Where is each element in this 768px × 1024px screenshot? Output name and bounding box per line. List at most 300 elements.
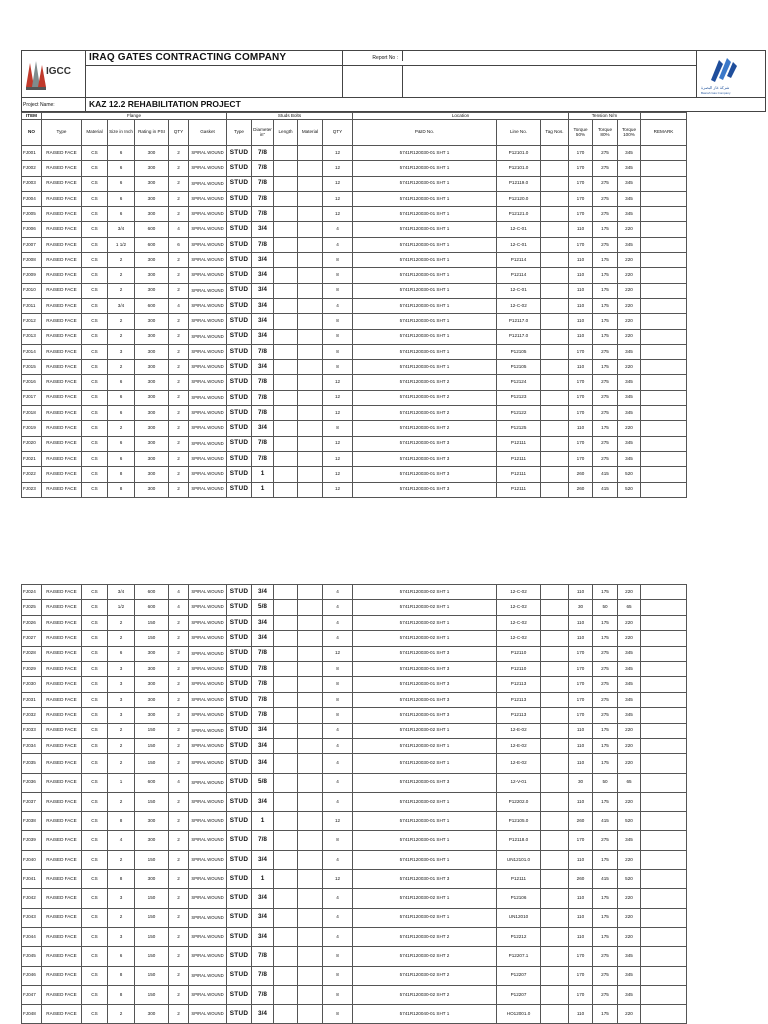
cell-line: P12124 bbox=[497, 375, 541, 390]
cell-rating: 300 bbox=[135, 646, 169, 661]
cell-torque-50: 110 bbox=[569, 421, 593, 436]
cell-torque-100: 345 bbox=[618, 677, 641, 692]
cell-tag bbox=[541, 406, 569, 421]
cell-type: RAISED FACE bbox=[42, 375, 82, 390]
cell-stud-qty: 4 bbox=[323, 222, 353, 237]
cell-material: CS bbox=[82, 908, 108, 927]
cell-type: RAISED FACE bbox=[42, 436, 82, 451]
cell-stud-qty: 12 bbox=[323, 406, 353, 421]
cell-qty: 2 bbox=[169, 421, 189, 436]
cell-no: FJ003 bbox=[22, 176, 42, 191]
cell-size: 8 bbox=[108, 482, 135, 497]
cell-material: CS bbox=[82, 889, 108, 908]
cell-material: CS bbox=[82, 253, 108, 268]
cell-no: FJ039 bbox=[22, 831, 42, 850]
cell-stud-qty: 8 bbox=[323, 831, 353, 850]
cell-torque-100: 345 bbox=[618, 176, 641, 191]
cell-diameter: 7/8 bbox=[252, 344, 274, 359]
cell-stud-qty: 8 bbox=[323, 985, 353, 1004]
cell-remark bbox=[641, 947, 687, 966]
cell-pid: 5741R120030-02 SHT 1 bbox=[353, 738, 497, 753]
cell-stud-material bbox=[298, 615, 323, 630]
cell-stud-material bbox=[298, 1005, 323, 1024]
cell-torque-50: 170 bbox=[569, 237, 593, 252]
cell-qty: 2 bbox=[169, 692, 189, 707]
cell-torque-80: 175 bbox=[593, 927, 618, 946]
col-group-tension: Tension N/m bbox=[569, 113, 641, 120]
table-row bbox=[22, 870, 687, 889]
cell-tag bbox=[541, 451, 569, 466]
cell-no: FJ007 bbox=[22, 237, 42, 252]
cell-tag bbox=[541, 298, 569, 313]
cell-type: RAISED FACE bbox=[42, 146, 82, 161]
cell-torque-100: 220 bbox=[618, 268, 641, 283]
cell-line: 12-E-02 bbox=[497, 754, 541, 773]
cell-type: RAISED FACE bbox=[42, 754, 82, 773]
cell-length bbox=[274, 708, 298, 723]
cell-size: 1 bbox=[108, 773, 135, 792]
cell-tag bbox=[541, 360, 569, 375]
col-material: Material bbox=[82, 120, 108, 146]
cell-line: P12121.0 bbox=[497, 207, 541, 222]
cell-type: RAISED FACE bbox=[42, 947, 82, 966]
cell-tag bbox=[541, 738, 569, 753]
cell-length bbox=[274, 451, 298, 466]
cell-stud-type: STUD bbox=[227, 207, 252, 222]
cell-torque-80: 175 bbox=[593, 738, 618, 753]
cell-torque-80: 275 bbox=[593, 661, 618, 676]
cell-material: CS bbox=[82, 421, 108, 436]
cell-tag bbox=[541, 421, 569, 436]
cell-rating: 300 bbox=[135, 146, 169, 161]
cell-gasket: SPIRAL WOUND bbox=[189, 222, 227, 237]
cell-tag bbox=[541, 792, 569, 811]
cell-length bbox=[274, 482, 298, 497]
cell-torque-50: 110 bbox=[569, 283, 593, 298]
cell-remark bbox=[641, 390, 687, 405]
cell-size: 3 bbox=[108, 677, 135, 692]
cell-torque-50: 110 bbox=[569, 1005, 593, 1024]
cell-remark bbox=[641, 191, 687, 206]
cell-remark bbox=[641, 146, 687, 161]
cell-diameter: 3/4 bbox=[252, 615, 274, 630]
cell-tag bbox=[541, 831, 569, 850]
cell-remark bbox=[641, 870, 687, 889]
cell-stud-type: STUD bbox=[227, 585, 252, 600]
cell-remark bbox=[641, 773, 687, 792]
cell-pid: 5741R120030-01 SHT 1 bbox=[353, 298, 497, 313]
cell-stud-qty: 12 bbox=[323, 812, 353, 831]
cell-type: RAISED FACE bbox=[42, 850, 82, 869]
cell-no: FJ030 bbox=[22, 677, 42, 692]
cell-rating: 150 bbox=[135, 754, 169, 773]
cell-type: RAISED FACE bbox=[42, 966, 82, 985]
cell-no: FJ011 bbox=[22, 298, 42, 313]
cell-size: 1/2 bbox=[108, 600, 135, 615]
cell-qty: 2 bbox=[169, 1005, 189, 1024]
cell-stud-type: STUD bbox=[227, 360, 252, 375]
cell-qty: 2 bbox=[169, 314, 189, 329]
cell-torque-50: 30 bbox=[569, 600, 593, 615]
cell-size: 3/4 bbox=[108, 222, 135, 237]
igcc-logo bbox=[22, 51, 86, 97]
cell-tag bbox=[541, 390, 569, 405]
cell-torque-100: 220 bbox=[618, 585, 641, 600]
cell-rating: 150 bbox=[135, 615, 169, 630]
cell-stud-qty: 4 bbox=[323, 889, 353, 908]
cell-tag bbox=[541, 870, 569, 889]
cell-stud-material bbox=[298, 677, 323, 692]
cell-size: 2 bbox=[108, 615, 135, 630]
cell-qty: 2 bbox=[169, 631, 189, 646]
cell-qty: 2 bbox=[169, 927, 189, 946]
cell-tag bbox=[541, 615, 569, 630]
cell-gasket: SPIRAL WOUND bbox=[189, 283, 227, 298]
cell-remark bbox=[641, 283, 687, 298]
cell-stud-type: STUD bbox=[227, 927, 252, 946]
cell-torque-50: 110 bbox=[569, 222, 593, 237]
cell-stud-material bbox=[298, 631, 323, 646]
cell-stud-material bbox=[298, 754, 323, 773]
cell-size: 2 bbox=[108, 738, 135, 753]
cell-material: CS bbox=[82, 850, 108, 869]
cell-no: FJ021 bbox=[22, 451, 42, 466]
cell-remark bbox=[641, 661, 687, 676]
cell-qty: 4 bbox=[169, 600, 189, 615]
cell-size: 2 bbox=[108, 253, 135, 268]
cell-tag bbox=[541, 850, 569, 869]
cell-torque-100: 520 bbox=[618, 467, 641, 482]
cell-gasket: SPIRAL WOUND bbox=[189, 467, 227, 482]
cell-diameter: 7/8 bbox=[252, 677, 274, 692]
cell-torque-80: 175 bbox=[593, 421, 618, 436]
cell-line: P12113 bbox=[497, 708, 541, 723]
cell-stud-qty: 8 bbox=[323, 708, 353, 723]
cell-size: 6 bbox=[108, 207, 135, 222]
cell-rating: 150 bbox=[135, 908, 169, 927]
table-row bbox=[22, 850, 687, 869]
cell-torque-100: 345 bbox=[618, 344, 641, 359]
cell-line: 12-C-01 bbox=[497, 237, 541, 252]
cell-diameter: 7/8 bbox=[252, 176, 274, 191]
cell-torque-80: 275 bbox=[593, 947, 618, 966]
cell-tag bbox=[541, 237, 569, 252]
cell-torque-50: 110 bbox=[569, 723, 593, 738]
table-row bbox=[22, 985, 687, 1004]
cell-length bbox=[274, 467, 298, 482]
cell-type: RAISED FACE bbox=[42, 738, 82, 753]
cell-type: RAISED FACE bbox=[42, 985, 82, 1004]
cell-stud-material bbox=[298, 985, 323, 1004]
cell-line: P12114 bbox=[497, 253, 541, 268]
cell-diameter: 7/8 bbox=[252, 237, 274, 252]
cell-remark bbox=[641, 754, 687, 773]
cell-torque-100: 345 bbox=[618, 146, 641, 161]
cell-tag bbox=[541, 375, 569, 390]
cell-size: 3 bbox=[108, 661, 135, 676]
cell-line: 12-C-02 bbox=[497, 585, 541, 600]
cell-type: RAISED FACE bbox=[42, 451, 82, 466]
cell-torque-100: 345 bbox=[618, 161, 641, 176]
cell-pid: 5741R120030-01 SHT 1 bbox=[353, 344, 497, 359]
col-size: Size in Inch bbox=[108, 120, 135, 146]
table-row bbox=[22, 585, 687, 600]
cell-stud-qty: 12 bbox=[323, 451, 353, 466]
cell-torque-50: 170 bbox=[569, 661, 593, 676]
cell-type: RAISED FACE bbox=[42, 237, 82, 252]
cell-material: CS bbox=[82, 677, 108, 692]
cell-gasket: SPIRAL WOUND bbox=[189, 889, 227, 908]
cell-line: P12117.0 bbox=[497, 314, 541, 329]
cell-length bbox=[274, 831, 298, 850]
cell-stud-qty: 8 bbox=[323, 947, 353, 966]
cell-torque-80: 50 bbox=[593, 773, 618, 792]
table-row bbox=[22, 708, 687, 723]
cell-torque-50: 110 bbox=[569, 631, 593, 646]
cell-stud-qty: 12 bbox=[323, 390, 353, 405]
cell-stud-material bbox=[298, 723, 323, 738]
cell-material: CS bbox=[82, 812, 108, 831]
cell-no: FJ026 bbox=[22, 615, 42, 630]
cell-torque-50: 170 bbox=[569, 207, 593, 222]
cell-stud-material bbox=[298, 360, 323, 375]
cell-stud-material bbox=[298, 927, 323, 946]
cell-rating: 600 bbox=[135, 222, 169, 237]
cell-torque-50: 110 bbox=[569, 889, 593, 908]
cell-stud-type: STUD bbox=[227, 161, 252, 176]
flange-joint-table-page-1 bbox=[21, 112, 687, 498]
cell-diameter: 7/8 bbox=[252, 406, 274, 421]
cell-stud-qty: 4 bbox=[323, 631, 353, 646]
cell-torque-100: 345 bbox=[618, 207, 641, 222]
cell-tag bbox=[541, 1005, 569, 1024]
cell-torque-100: 65 bbox=[618, 600, 641, 615]
cell-size: 8 bbox=[108, 467, 135, 482]
table-row bbox=[22, 253, 687, 268]
cell-rating: 150 bbox=[135, 889, 169, 908]
cell-tag bbox=[541, 677, 569, 692]
cell-torque-80: 175 bbox=[593, 631, 618, 646]
cell-stud-type: STUD bbox=[227, 344, 252, 359]
cell-no: FJ027 bbox=[22, 631, 42, 646]
cell-torque-100: 345 bbox=[618, 191, 641, 206]
cell-torque-80: 175 bbox=[593, 792, 618, 811]
cell-line: 12-E-02 bbox=[497, 723, 541, 738]
cell-rating: 300 bbox=[135, 161, 169, 176]
cell-no: FJ045 bbox=[22, 947, 42, 966]
cell-size: 3/4 bbox=[108, 298, 135, 313]
cell-type: RAISED FACE bbox=[42, 283, 82, 298]
cell-tag bbox=[541, 436, 569, 451]
cell-type: RAISED FACE bbox=[42, 482, 82, 497]
cell-gasket: SPIRAL WOUND bbox=[189, 207, 227, 222]
cell-no: FJ048 bbox=[22, 1005, 42, 1024]
cell-line: P12105 bbox=[497, 360, 541, 375]
cell-rating: 600 bbox=[135, 298, 169, 313]
cell-stud-qty: 4 bbox=[323, 773, 353, 792]
cell-length bbox=[274, 870, 298, 889]
cell-type: RAISED FACE bbox=[42, 176, 82, 191]
cell-remark bbox=[641, 792, 687, 811]
cell-material: CS bbox=[82, 754, 108, 773]
cell-tag bbox=[541, 600, 569, 615]
cell-stud-qty: 12 bbox=[323, 146, 353, 161]
cell-rating: 300 bbox=[135, 390, 169, 405]
cell-qty: 4 bbox=[169, 585, 189, 600]
cell-torque-100: 220 bbox=[618, 253, 641, 268]
cell-rating: 600 bbox=[135, 600, 169, 615]
cell-remark bbox=[641, 600, 687, 615]
cell-tag bbox=[541, 329, 569, 344]
cell-length bbox=[274, 631, 298, 646]
col-stud-qty: QTY bbox=[323, 120, 353, 146]
cell-length bbox=[274, 207, 298, 222]
cell-pid: 5741R120030-01 SHT 3 bbox=[353, 773, 497, 792]
cell-diameter: 3/4 bbox=[252, 314, 274, 329]
col-stud-material: Material bbox=[298, 120, 323, 146]
cell-pid: 5741R120030-01 SHT 1 bbox=[353, 146, 497, 161]
cell-rating: 300 bbox=[135, 661, 169, 676]
table-row bbox=[22, 298, 687, 313]
cell-material: CS bbox=[82, 344, 108, 359]
cell-stud-qty: 8 bbox=[323, 692, 353, 707]
cell-gasket: SPIRAL WOUND bbox=[189, 390, 227, 405]
brand-name-en: Basrah Gas Company bbox=[701, 91, 731, 95]
cell-torque-50: 110 bbox=[569, 268, 593, 283]
cell-no: FJ005 bbox=[22, 207, 42, 222]
cell-torque-80: 175 bbox=[593, 360, 618, 375]
cell-torque-100: 345 bbox=[618, 661, 641, 676]
cell-gasket: SPIRAL WOUND bbox=[189, 966, 227, 985]
cell-stud-qty: 8 bbox=[323, 661, 353, 676]
cell-qty: 6 bbox=[169, 237, 189, 252]
cell-material: CS bbox=[82, 985, 108, 1004]
cell-line: P12111 bbox=[497, 870, 541, 889]
cell-qty: 2 bbox=[169, 467, 189, 482]
cell-tag bbox=[541, 585, 569, 600]
cell-stud-type: STUD bbox=[227, 237, 252, 252]
cell-stud-type: STUD bbox=[227, 222, 252, 237]
cell-gasket: SPIRAL WOUND bbox=[189, 927, 227, 946]
cell-line: UN12010 bbox=[497, 908, 541, 927]
cell-pid: 5741R120030-01 SHT 1 bbox=[353, 237, 497, 252]
cell-torque-50: 170 bbox=[569, 966, 593, 985]
cell-torque-100: 345 bbox=[618, 375, 641, 390]
cell-line: 12-C-01 bbox=[497, 283, 541, 298]
cell-rating: 150 bbox=[135, 738, 169, 753]
cell-tag bbox=[541, 222, 569, 237]
col-tag: Tag Nos. bbox=[541, 120, 569, 146]
basrah-gas-logo bbox=[697, 51, 765, 97]
cell-stud-qty: 12 bbox=[323, 646, 353, 661]
cell-size: 1 1/2 bbox=[108, 237, 135, 252]
cell-torque-50: 110 bbox=[569, 615, 593, 630]
cell-pid: 5741R120030-01 SHT 2 bbox=[353, 390, 497, 405]
cell-torque-50: 260 bbox=[569, 812, 593, 831]
table-row bbox=[22, 360, 687, 375]
cell-line: P12207 bbox=[497, 966, 541, 985]
cell-length bbox=[274, 360, 298, 375]
cell-pid: 5741R120030-01 SHT 1 bbox=[353, 812, 497, 831]
table-row bbox=[22, 191, 687, 206]
cell-stud-material bbox=[298, 870, 323, 889]
cell-torque-100: 345 bbox=[618, 237, 641, 252]
cell-stud-material bbox=[298, 344, 323, 359]
cell-tag bbox=[541, 467, 569, 482]
cell-diameter: 7/8 bbox=[252, 708, 274, 723]
cell-diameter: 7/8 bbox=[252, 947, 274, 966]
cell-diameter: 7/8 bbox=[252, 436, 274, 451]
cell-pid: 5741R120030-02 SHT 1 bbox=[353, 631, 497, 646]
cell-qty: 2 bbox=[169, 966, 189, 985]
cell-stud-type: STUD bbox=[227, 661, 252, 676]
cell-stud-qty: 4 bbox=[323, 723, 353, 738]
cell-gasket: SPIRAL WOUND bbox=[189, 723, 227, 738]
cell-size: 2 bbox=[108, 1005, 135, 1024]
cell-rating: 300 bbox=[135, 421, 169, 436]
cell-diameter: 7/8 bbox=[252, 985, 274, 1004]
cell-torque-80: 175 bbox=[593, 889, 618, 908]
cell-diameter: 3/4 bbox=[252, 222, 274, 237]
cell-no: FJ019 bbox=[22, 421, 42, 436]
cell-stud-material bbox=[298, 298, 323, 313]
cell-length bbox=[274, 661, 298, 676]
cell-torque-50: 170 bbox=[569, 390, 593, 405]
cell-line: UN12101.0 bbox=[497, 850, 541, 869]
cell-gasket: SPIRAL WOUND bbox=[189, 176, 227, 191]
cell-diameter: 7/8 bbox=[252, 451, 274, 466]
cell-type: RAISED FACE bbox=[42, 268, 82, 283]
table-row bbox=[22, 1005, 687, 1024]
cell-material: CS bbox=[82, 436, 108, 451]
cell-stud-material bbox=[298, 207, 323, 222]
table-row bbox=[22, 927, 687, 946]
cell-length bbox=[274, 792, 298, 811]
cell-length bbox=[274, 812, 298, 831]
cell-torque-50: 170 bbox=[569, 708, 593, 723]
cell-length bbox=[274, 314, 298, 329]
cell-diameter: 3/4 bbox=[252, 268, 274, 283]
cell-line: P12111 bbox=[497, 467, 541, 482]
cell-stud-material bbox=[298, 585, 323, 600]
cell-line: P12125 bbox=[497, 421, 541, 436]
cell-remark bbox=[641, 831, 687, 850]
cell-type: RAISED FACE bbox=[42, 773, 82, 792]
table-row bbox=[22, 966, 687, 985]
cell-tag bbox=[541, 723, 569, 738]
cell-stud-material bbox=[298, 482, 323, 497]
cell-remark bbox=[641, 329, 687, 344]
cell-type: RAISED FACE bbox=[42, 161, 82, 176]
cell-rating: 300 bbox=[135, 451, 169, 466]
cell-length bbox=[274, 1005, 298, 1024]
table-row bbox=[22, 908, 687, 927]
cell-torque-80: 275 bbox=[593, 237, 618, 252]
cell-torque-100: 220 bbox=[618, 927, 641, 946]
cell-size: 2 bbox=[108, 421, 135, 436]
cell-material: CS bbox=[82, 792, 108, 811]
cell-qty: 4 bbox=[169, 773, 189, 792]
cell-torque-100: 220 bbox=[618, 738, 641, 753]
cell-gasket: SPIRAL WOUND bbox=[189, 615, 227, 630]
cell-stud-material bbox=[298, 661, 323, 676]
cell-torque-80: 415 bbox=[593, 482, 618, 497]
table-row bbox=[22, 161, 687, 176]
cell-stud-qty: 4 bbox=[323, 585, 353, 600]
cell-material: CS bbox=[82, 585, 108, 600]
project-name: KAZ 12.2 REHABILITATION PROJECT bbox=[89, 99, 241, 109]
cell-type: RAISED FACE bbox=[42, 792, 82, 811]
